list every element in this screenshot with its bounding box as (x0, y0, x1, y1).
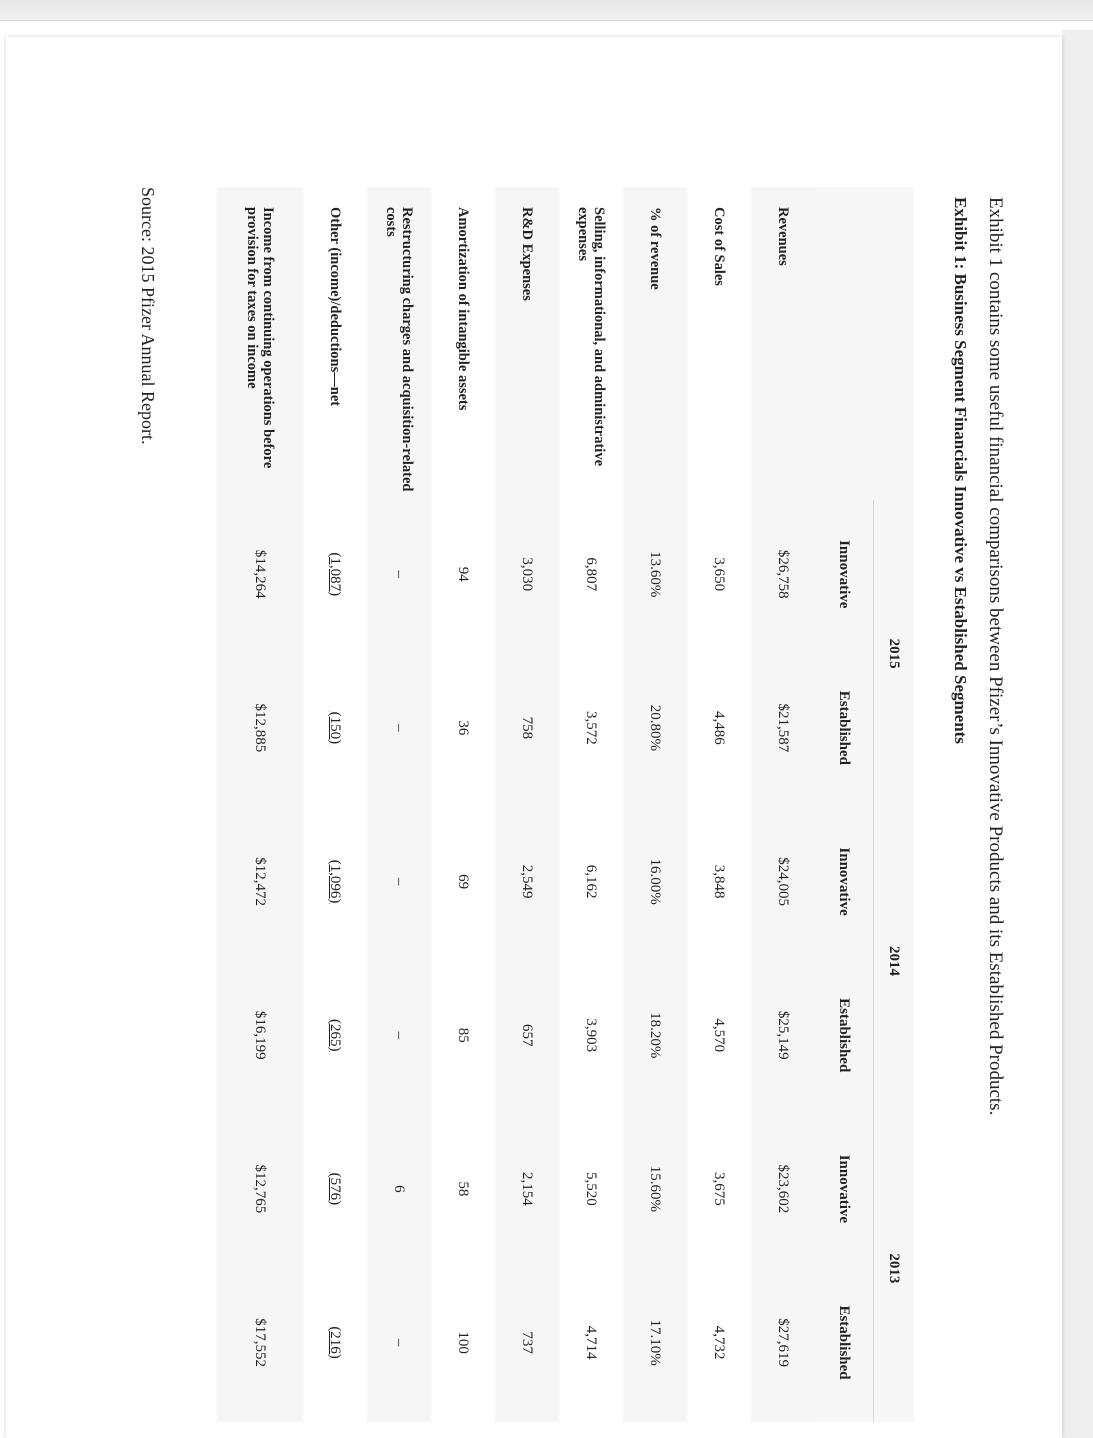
table-cell: 3,848 (711, 864, 728, 899)
table-cell: $24,005 (775, 857, 792, 906)
source-note: Source: 2015 Pfizer Annual Report. (138, 187, 158, 445)
table-cell: 758 (519, 716, 536, 740)
table-cell: 3,675 (711, 1172, 728, 1206)
table-cell: 16.00% (647, 858, 664, 905)
table-cell: 5,520 (583, 1172, 600, 1206)
document-page (6, 37, 1062, 1438)
table-cell: 94 (455, 566, 472, 582)
table-cell: 17.10% (647, 1319, 664, 1366)
segment-header: Innovative (836, 1154, 853, 1224)
row-label: Revenues (775, 207, 791, 266)
table-cell: 2,549 (519, 864, 536, 899)
table-cell: $23,602 (775, 1164, 792, 1214)
table-cell: 4,732 (711, 1325, 728, 1360)
table-cell: 2,154 (519, 1172, 536, 1206)
table-cell: 15.60% (647, 1165, 664, 1212)
row-label: Other (income)/deductions—net (327, 207, 343, 407)
table-cell: 58 (455, 1181, 472, 1197)
table-cell: 69 (455, 874, 472, 890)
table-cell: (1,087) (327, 552, 344, 597)
table-cell: 6 (391, 1185, 408, 1193)
corner-cell (815, 187, 874, 500)
row-label: % of revenue (647, 207, 663, 290)
table-cell: $12,765 (252, 1164, 269, 1214)
segment-header: Established (836, 998, 853, 1073)
table-cell: 4,570 (711, 1018, 728, 1053)
table-cell: 3,572 (583, 711, 600, 745)
segment-header-row (815, 187, 874, 1422)
table-cell: $12,472 (252, 857, 269, 906)
year-header: 2015 (874, 500, 915, 807)
table-row (367, 187, 431, 1422)
table-row (751, 187, 815, 1422)
intro-paragraph: Exhibit 1 contains some useful financial comparisons between Pfizer’s Innovative Products and its Established Products. (985, 197, 1006, 1116)
table-cell: 13.60% (647, 551, 664, 598)
table-cell: $16,199 (252, 1010, 269, 1060)
table-cell: $14,264 (252, 549, 269, 599)
financials-table (217, 187, 914, 1422)
table-row (303, 187, 367, 1422)
table-row (431, 187, 495, 1422)
exhibit-title: Exhibit 1: Business Segment Financials Innovative vs Established Segments (951, 197, 970, 744)
table-cell: 85 (455, 1027, 472, 1043)
table-cell: (265) (327, 1018, 344, 1052)
table-cell: 737 (519, 1331, 536, 1354)
viewer-top-bar (0, 0, 1093, 21)
segment-header: Established (836, 1305, 853, 1380)
table-cell: 20.80% (647, 704, 664, 752)
table-cell: $27,619 (775, 1318, 792, 1367)
table-cell: 6,162 (583, 864, 600, 899)
segment-header: Innovative (836, 847, 853, 916)
table-row (495, 187, 559, 1422)
table-cell: $17,552 (252, 1318, 269, 1367)
table-cell: $12,885 (252, 703, 269, 753)
row-label: Cost of Sales (711, 207, 727, 286)
row-label: Selling, informational, and administrative expenses (575, 207, 607, 467)
table-cell: (216) (327, 1326, 344, 1359)
corner-cell (874, 187, 915, 500)
year-header: 2014 (874, 807, 915, 1114)
table-cell: $26,758 (775, 549, 792, 599)
table-cell: 4,486 (711, 711, 728, 745)
row-label: Restructuring charges and acquisition-related costs (383, 207, 415, 492)
row-label: Income from continuing operations before provision for taxes on income (244, 207, 276, 469)
year-header: 2013 (874, 1115, 915, 1422)
table-cell: – (391, 724, 408, 732)
table-cell: $21,587 (775, 703, 792, 753)
year-header-row (874, 187, 915, 1422)
table-cell: 18.20% (647, 1012, 664, 1059)
table-cell: $25,149 (775, 1010, 792, 1060)
table-row (687, 187, 751, 1422)
segment-header: Innovative (836, 540, 853, 609)
segment-header: Established (836, 690, 853, 765)
table-cell: 36 (455, 720, 472, 736)
table-cell: 100 (455, 1331, 472, 1354)
table-cell: 6,807 (583, 557, 600, 592)
table-cell: – (391, 877, 408, 886)
table-cell: 3,030 (519, 557, 536, 592)
table-cell: 657 (519, 1023, 536, 1047)
table-cell: – (391, 1031, 408, 1039)
viewer-scroll-gutter[interactable] (1062, 30, 1093, 1438)
table-cell: – (391, 1338, 408, 1347)
table-cell: – (391, 570, 408, 578)
row-label: R&D Expenses (519, 207, 535, 301)
table-cell: (1,096) (327, 859, 344, 904)
table-cell: (576) (327, 1172, 344, 1206)
table-cell: 4,714 (583, 1325, 600, 1360)
row-label: Amortization of intangible assets (455, 207, 471, 411)
table-row (217, 187, 303, 1422)
rotated-document-content (126, 187, 1006, 1437)
table-cell: 3,650 (711, 557, 728, 592)
table-cell: (150) (327, 711, 344, 745)
table-row (623, 187, 687, 1422)
table-row (559, 187, 623, 1422)
table-cell: 3,903 (583, 1018, 600, 1053)
